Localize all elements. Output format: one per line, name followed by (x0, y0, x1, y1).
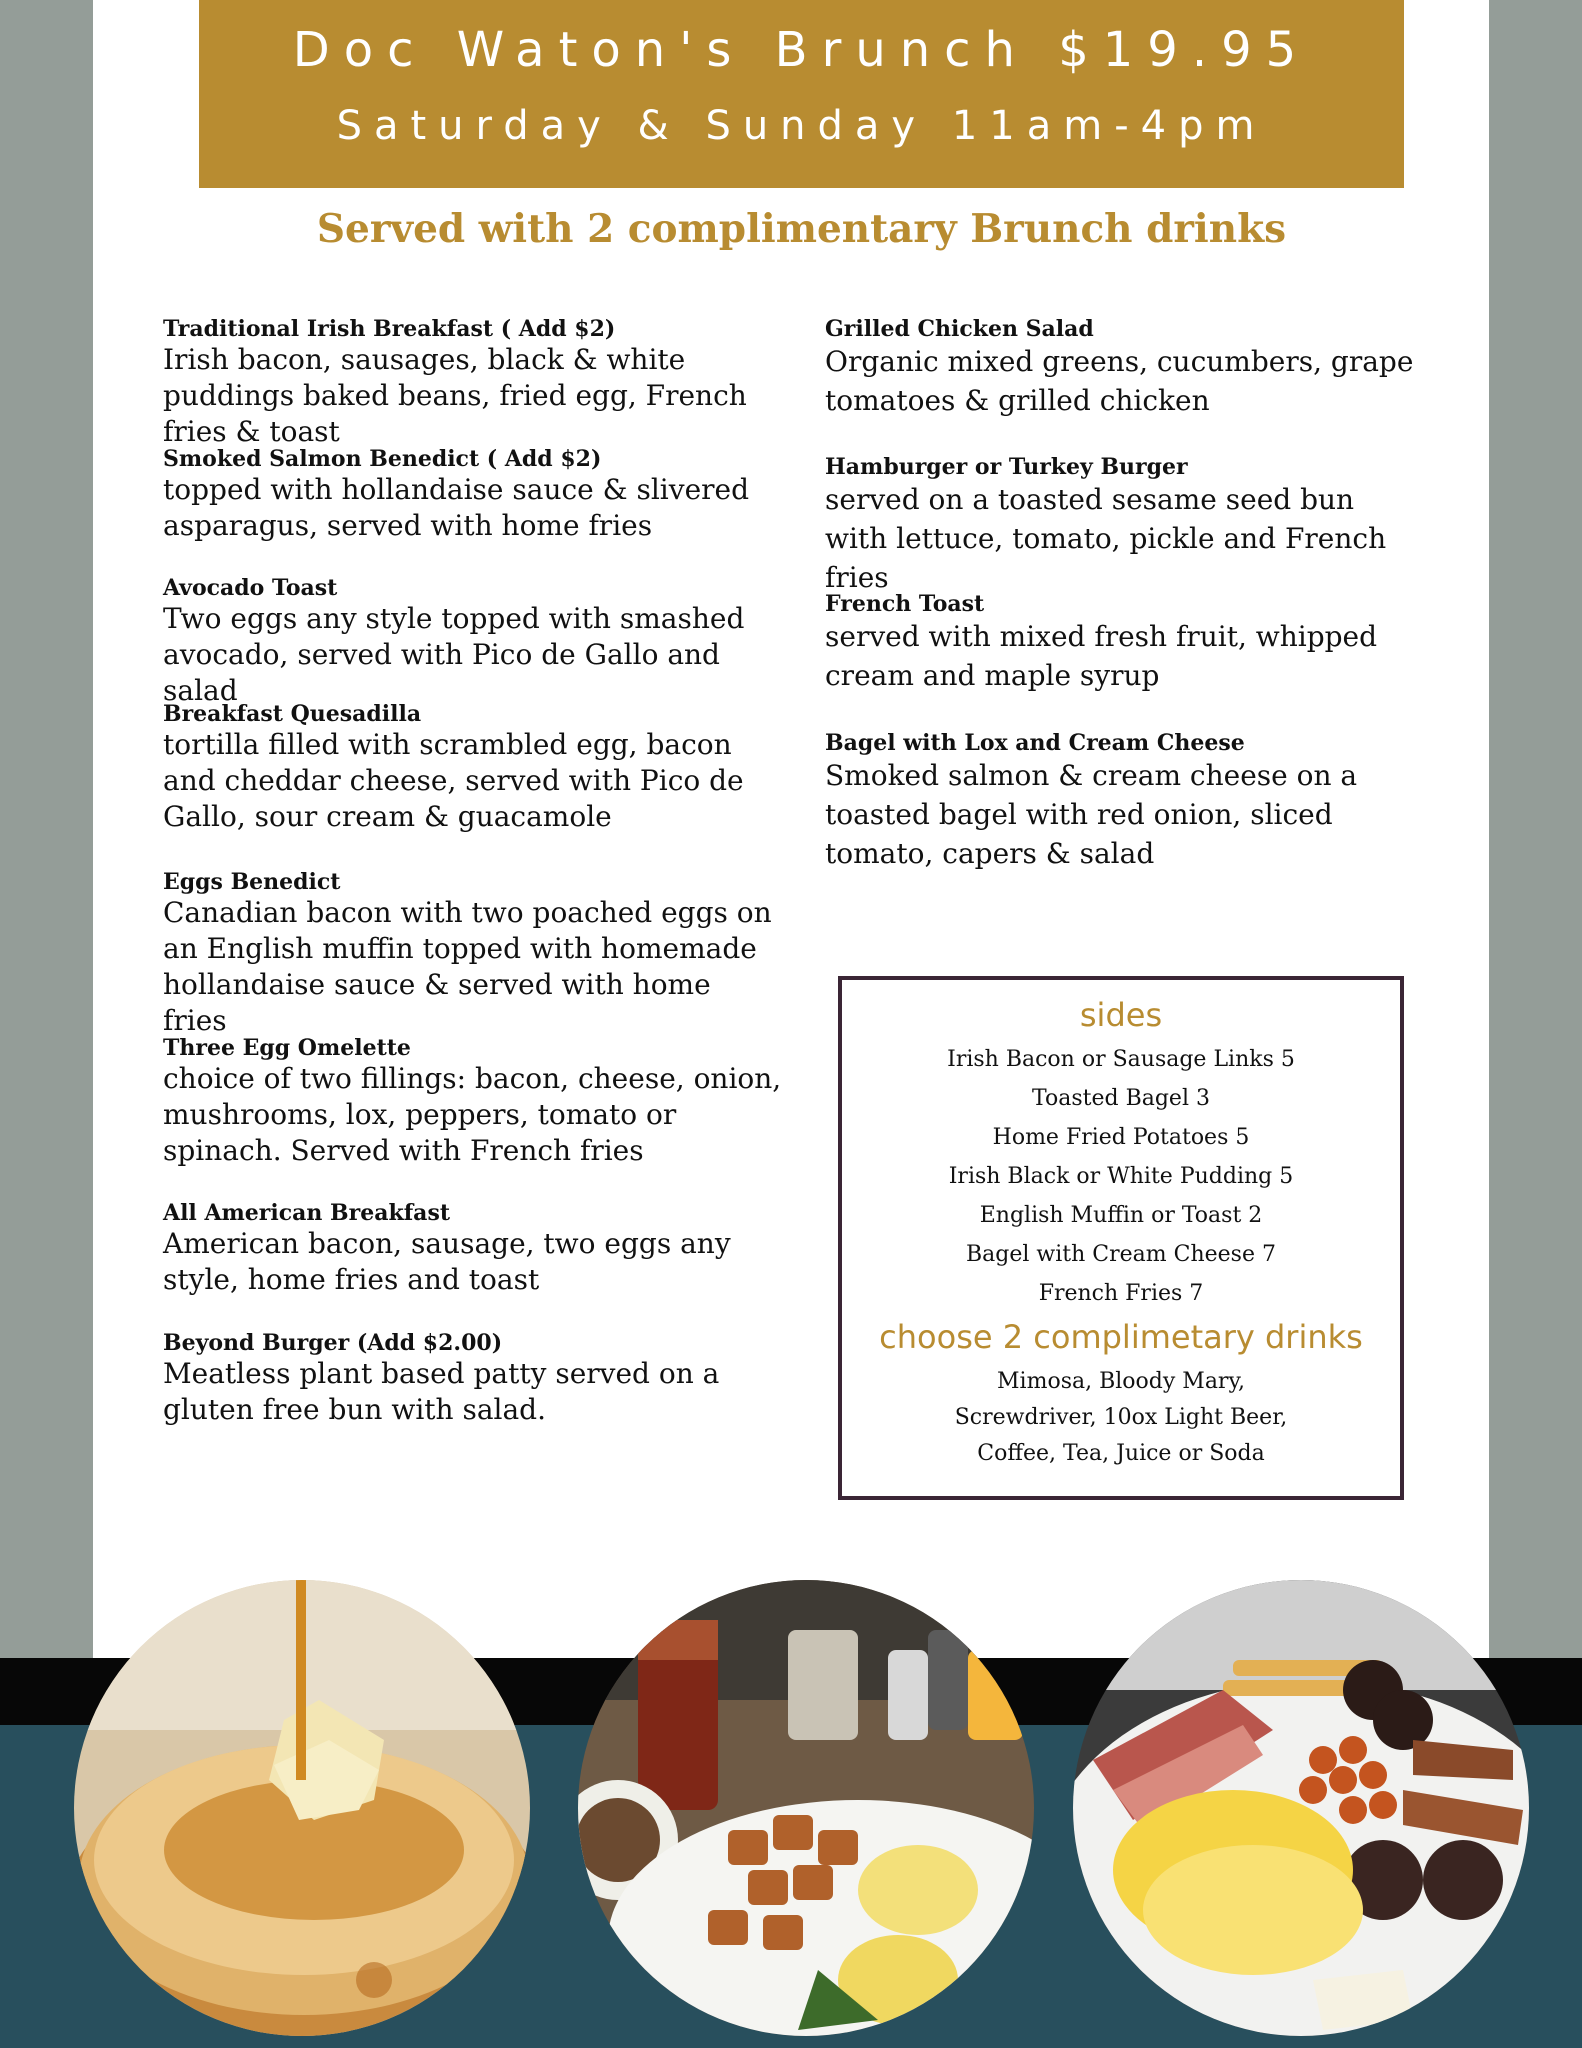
menu-item (825, 316, 1425, 420)
menu-item (825, 591, 1425, 695)
menu-item-desc: Organic mixed greens, cucumbers, grape tomatoes & grilled chicken (825, 345, 1414, 417)
menu-item-desc: served on a toasted sesame seed bun with lettuce, tomato, pickle and French fries (825, 483, 1387, 594)
menu-item (163, 701, 783, 835)
menu-item-name: Hamburger or Turkey Burger (825, 454, 1188, 480)
drinks-line: Screwdriver, 10ox Light Beer, (954, 1405, 1288, 1430)
sides-title: sides (1079, 996, 1163, 1034)
header-banner (199, 0, 1404, 188)
menu-item-desc: tortilla filled with scrambled egg, bacon and cheddar cheese, served with Pico de Gallo, sour cream & guacamole (163, 728, 744, 833)
menu-item-desc: American bacon, sausage, two eggs any style, home fries and toast (163, 1227, 731, 1296)
menu-item-name: Breakfast Quesadilla (163, 701, 422, 727)
menu-item (163, 316, 783, 450)
menu-item (163, 1035, 783, 1169)
menu-hours: Saturday & Sunday 11am-4pm (336, 103, 1267, 149)
drinks-line: Coffee, Tea, Juice or Soda (977, 1441, 1265, 1466)
menu-item-desc: Meatless plant based patty served on a gluten free bun with salad. (163, 1357, 720, 1426)
menu-item-name: Eggs Benedict (163, 869, 341, 895)
side-item: Irish Bacon or Sausage Links 5 (947, 1047, 1295, 1072)
menu-item-desc: Smoked salmon & cream cheese on a toasted bagel with red onion, sliced tomato, capers & salad (825, 759, 1358, 870)
side-item: Bagel with Cream Cheese 7 (966, 1242, 1276, 1267)
side-item: Toasted Bagel 3 (1032, 1086, 1210, 1111)
menu-item-desc: Irish bacon, sausages, black & white puddings baked beans, fried egg, French fries & toast (163, 343, 747, 448)
menu-title: Doc Waton's Brunch $19.95 (292, 22, 1311, 78)
sides-list (842, 1040, 1400, 1313)
drinks-list (842, 1364, 1400, 1472)
menu-item-name: Grilled Chicken Salad (825, 316, 1094, 342)
irish-breakfast-photo (1073, 1580, 1529, 2036)
menu-item (163, 446, 783, 544)
side-item: French Fries 7 (1038, 1281, 1204, 1306)
side-item: Home Fried Potatoes 5 (992, 1125, 1250, 1150)
menu-item (163, 869, 783, 1039)
tagline: Served with 2 complimentary Brunch drinks (316, 206, 1287, 252)
menu-item-name: Traditional Irish Breakfast ( Add $2) (163, 316, 616, 342)
menu-item-desc: served with mixed fresh fruit, whipped cream and maple syrup (825, 620, 1378, 692)
menu-item-desc: Canadian bacon with two poached eggs on an English muffin topped with homemade hollandaise sauce & served with home fries (163, 896, 772, 1037)
menu-item-name: Smoked Salmon Benedict ( Add $2) (163, 446, 602, 472)
menu-item (825, 730, 1425, 873)
menu-item-desc: choice of two fillings: bacon, cheese, onion, mushrooms, lox, peppers, tomato or spinach. Served with French fries (163, 1062, 782, 1167)
menu-item-name: Beyond Burger (Add $2.00) (163, 1330, 503, 1356)
side-item: English Muffin or Toast 2 (979, 1203, 1263, 1228)
menu-item-name: All American Breakfast (163, 1200, 450, 1226)
side-item: Irish Black or White Pudding 5 (948, 1164, 1294, 1189)
eggs-benedict-photo (578, 1580, 1034, 2036)
sides-box (838, 976, 1404, 1500)
menu-item-name: Avocado Toast (163, 575, 338, 601)
drinks-title: choose 2 complimetary drinks (879, 1318, 1363, 1356)
menu-item-name: Three Egg Omelette (163, 1035, 411, 1061)
menu-item-name: French Toast (825, 591, 985, 617)
menu-item (825, 454, 1425, 597)
menu-item (163, 1330, 783, 1428)
drinks-line: Mimosa, Bloody Mary, (997, 1369, 1245, 1394)
menu-item-desc: Two eggs any style topped with smashed avocado, served with Pico de Gallo and salad (163, 602, 745, 707)
pancakes-photo (74, 1580, 530, 2036)
menu-item (163, 1200, 783, 1298)
menu-item-name: Bagel with Lox and Cream Cheese (825, 730, 1245, 756)
menu-item (163, 575, 783, 709)
menu-item-desc: topped with hollandaise sauce & slivered asparagus, served with home fries (163, 473, 750, 542)
